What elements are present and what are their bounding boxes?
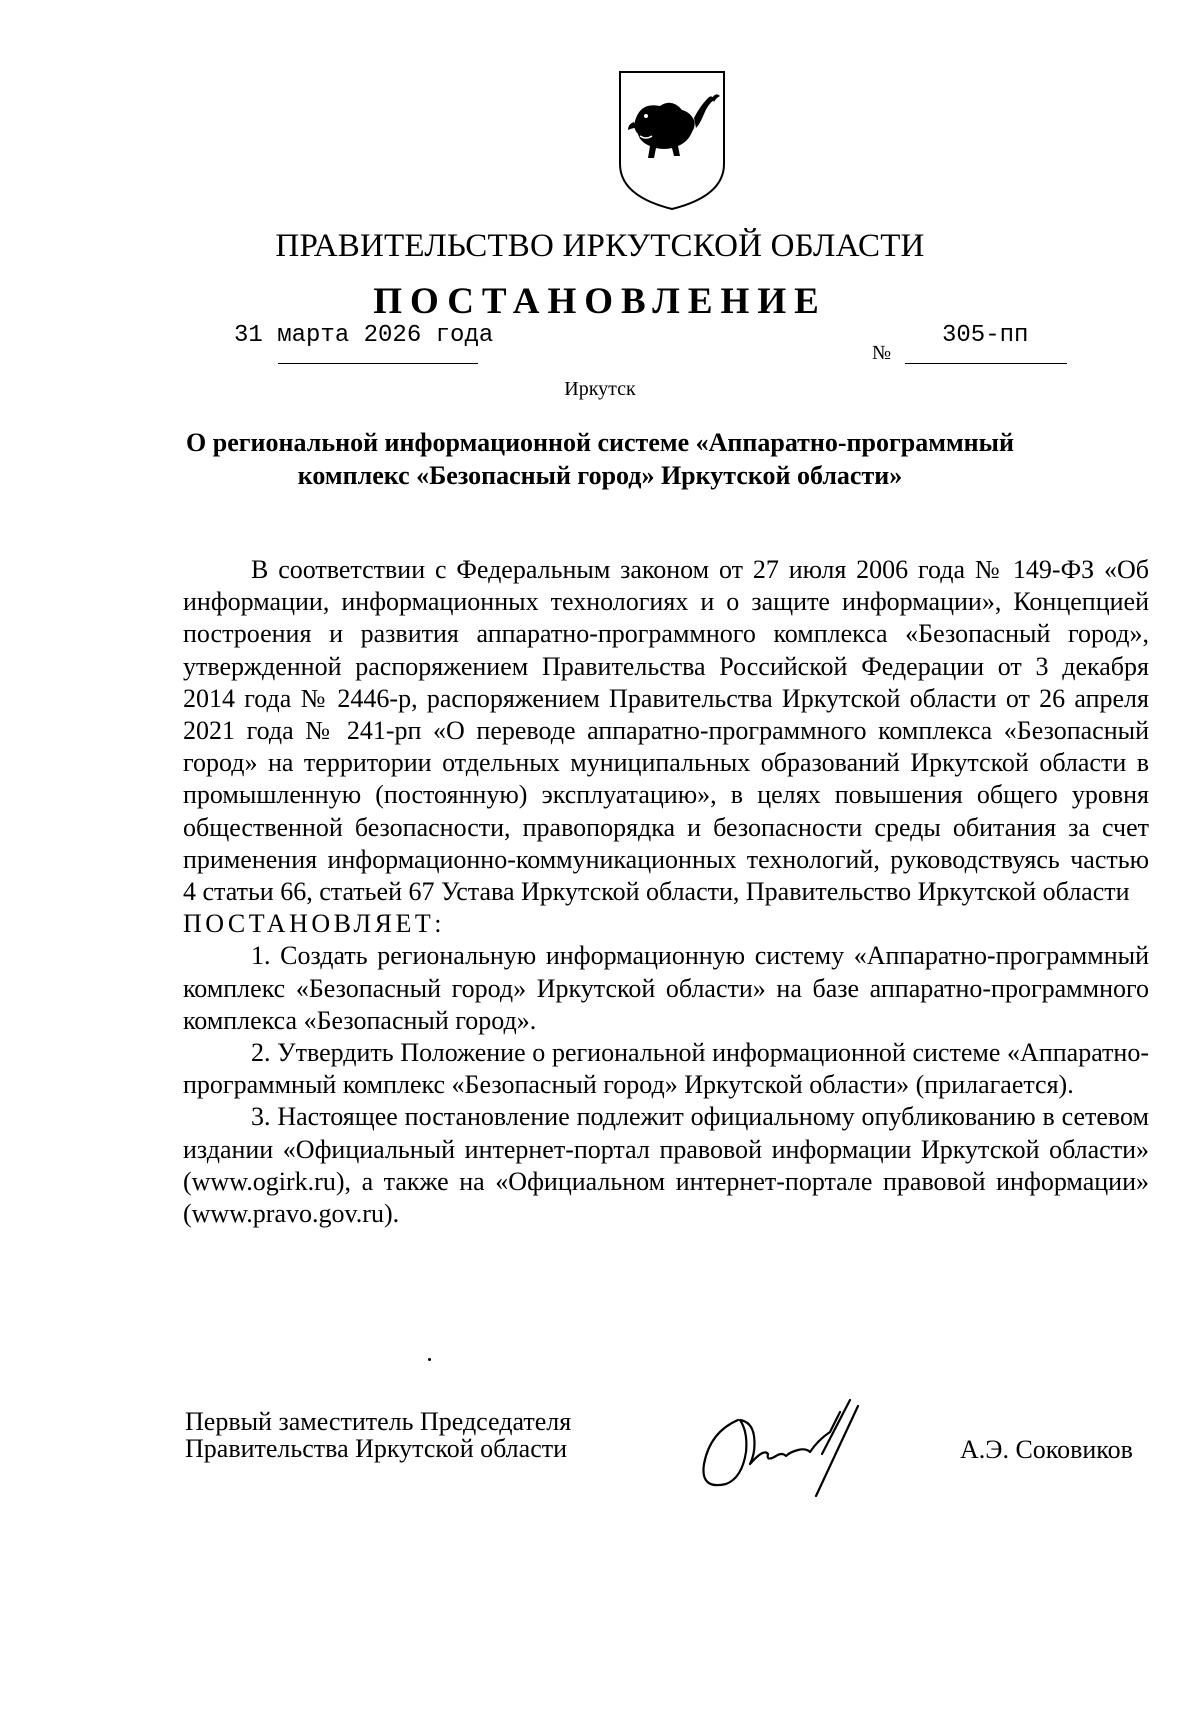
subject-line-2: комплекс «Безопасный город» Иркутской области» <box>297 461 903 490</box>
signer-position-line-2: Правительства Иркутской области <box>185 1434 568 1463</box>
decree-word: ПОСТАНОВЛЯЕТ: <box>183 909 445 939</box>
number-underline <box>905 363 1067 364</box>
signer-position-line-1: Первый заместитель Председателя <box>185 1407 572 1436</box>
item-1-paragraph: 1. Создать региональную информационную систему «Аппаратно-программный комплекс «Безопасный город» Иркутской области» на базе аппаратно-программного комплекса «Безопасный город». <box>183 941 1149 1035</box>
number-sign: № <box>872 342 892 364</box>
stray-dot <box>428 1358 431 1361</box>
document-subject <box>150 426 1050 492</box>
subject-line-1: О региональной информационной системе «Аппаратно-программный <box>186 428 1014 457</box>
document-number: 305-пп <box>942 322 1029 349</box>
irkutsk-coat-of-arms-icon <box>616 68 728 213</box>
document-city: Иркутск <box>564 378 636 400</box>
date-underline <box>278 363 478 364</box>
government-name: ПРАВИТЕЛЬСТВО ИРКУТСКОЙ ОБЛАСТИ <box>275 228 925 264</box>
signer-name: А.Э. Соковиков <box>960 1435 1133 1464</box>
item-2-paragraph: 2. Утвердить Положение о региональной информационной системе «Аппаратно-программный комплекс «Безопасный город» Иркутской области» (прилагается). <box>183 1038 1149 1100</box>
handwritten-signature-icon <box>690 1392 890 1502</box>
document-date: 31 марта 2026 года <box>234 322 494 349</box>
signer-position <box>185 1408 571 1462</box>
preamble-paragraph: В соответствии с Федеральным законом от 27 июля 2006 года № 149-ФЗ «Об информации, информационных технологиях и о защите информации», Концепцией построения и развития аппаратно-программного комплекса «Безопасный город», утвержденной распоряжением Правительства Российской Федерации от 3 декабря 2014 года № 2446-р, распоряжением Правительства Иркутской области от 26 апреля 2021 года № 241-рп «О переводе аппаратно-программного комплекса «Безопасный город» на территории отдельных муниципальных образований Иркутской области в промышленную (постоянную) эксплуатацию», в целях повышения общего уровня общественной безопасности, правопорядка и безопасности среды обитания за счет применения информационно-коммуникационных технологий, руководствуясь частью 4 статьи 66, статьей 67 Устава Иркутской области, Правительство Иркутской области <box>183 555 1149 907</box>
document-body <box>183 554 1149 1230</box>
item-3-paragraph: 3. Настоящее постановление подлежит официальному опубликованию в сетевом издании «Официальный интернет-портал правовой информации Иркутской области» (www.ogirk.ru), а также на «Официальном интернет-портале правовой информации» (www.pravo.gov.ru). <box>183 1102 1149 1229</box>
document-type: ПОСТАНОВЛЕНИЕ <box>373 281 827 322</box>
